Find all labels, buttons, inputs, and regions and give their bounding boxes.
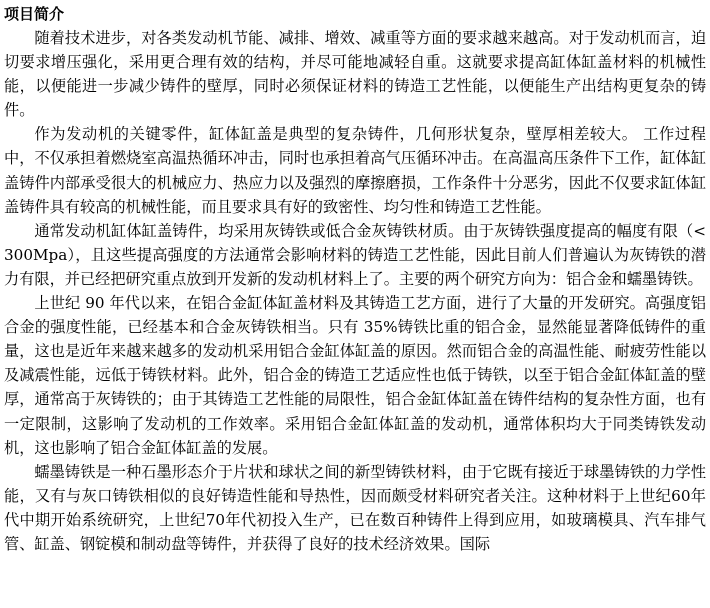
paragraph-vermicular-iron: 蠕墨铸铁是一种石墨形态介于片状和球状之间的新型铸铁材料，由于它既有接近于球墨铸铁的力学性能，又有与灰口铸铁相似的良好铸造性能和导热性，因而颇受材料研究者关注。这种材料于上世纪60年代中期开始系统研究，上世纪70年代初投入生产，已在数百种铸件上得到应用，如玻璃模具、汽车排气管、缸盖、钢锭模和制动盘等铸件，并获得了良好的技术经济效果。国际 — [4, 462, 706, 553]
paragraph-intro: 随着技术进步，对各类发动机节能、减排、增效、减重等方面的要求越来越高。对于发动机而言，迫切要求增压强化，采用更合理有效的结构，并尽可能地减轻自重。这就要求提高缸体缸盖材料的机械性能，以便能进一步减少铸件的壁厚，同时必须保证材料的铸造工艺性能，以便能生产出结构更复杂的铸件。 — [4, 29, 706, 120]
paragraph-gray-iron: 通常发动机缸体缸盖铸件，均采用灰铸铁或低合金灰铸铁材质。由于灰铸铁强度提高的幅度有限（<300Mpa），且这些提高强度的方法通常会影响材料的铸造工艺性能，因此目前人们普遍认为灰铸铁的潜力有限，并已经把研究重点放到开发新的发动机材料上了。主要的两个研究方向为：铝合金和蠕墨铸铁。 — [4, 221, 706, 288]
paragraph-cylinder-parts: 作为发动机的关键零件，缸体缸盖是典型的复杂铸件，几何形状复杂，壁厚相差较大。 工作过程中，不仅承担着燃烧室高温热循环冲击，同时也承担着高气压循环冲击。在高温高压条件下工作，缸体缸盖铸件内部承受很大的机械应力、热应力以及强烈的摩擦磨损，工作条件十分恶劣，因此不仅要求缸体缸盖铸件具有较高的机械性能，而且要求具有好的致密性、均匀性和铸造工艺性能。 — [4, 125, 706, 216]
paragraph-aluminum-alloy: 上世纪 90 年代以来，在铝合金缸体缸盖材料及其铸造工艺方面，进行了大量的开发研究。高强度铝合金的强度性能，已经基本和合金灰铸铁相当。只有 35%铸铁比重的铝合金，显然能显著降低铸件的重量，这也是近年来越来越多的发动机采用铝合金缸体缸盖的原因。然而铝合金的高温性能、耐疲劳性能以及减震性能，远低于铸铁材料。此外，铝合金的铸造工艺适应性也低于铸铁，以至于铝合金缸体缸盖的壁厚，通常高于灰铸铁的；由于其铸造工艺性能的局限性，铝合金缸体缸盖在铸件结构的复杂性方面，也有一定限制，这影响了发动机的工作效率。采用铝合金缸体缸盖的发动机，通常体积均大于同类铸铁发动机，这也影响了铝合金缸体缸盖的发展。 — [4, 294, 706, 457]
document-page — [4, 4, 706, 556]
section-title: 项目简介 — [4, 5, 65, 23]
